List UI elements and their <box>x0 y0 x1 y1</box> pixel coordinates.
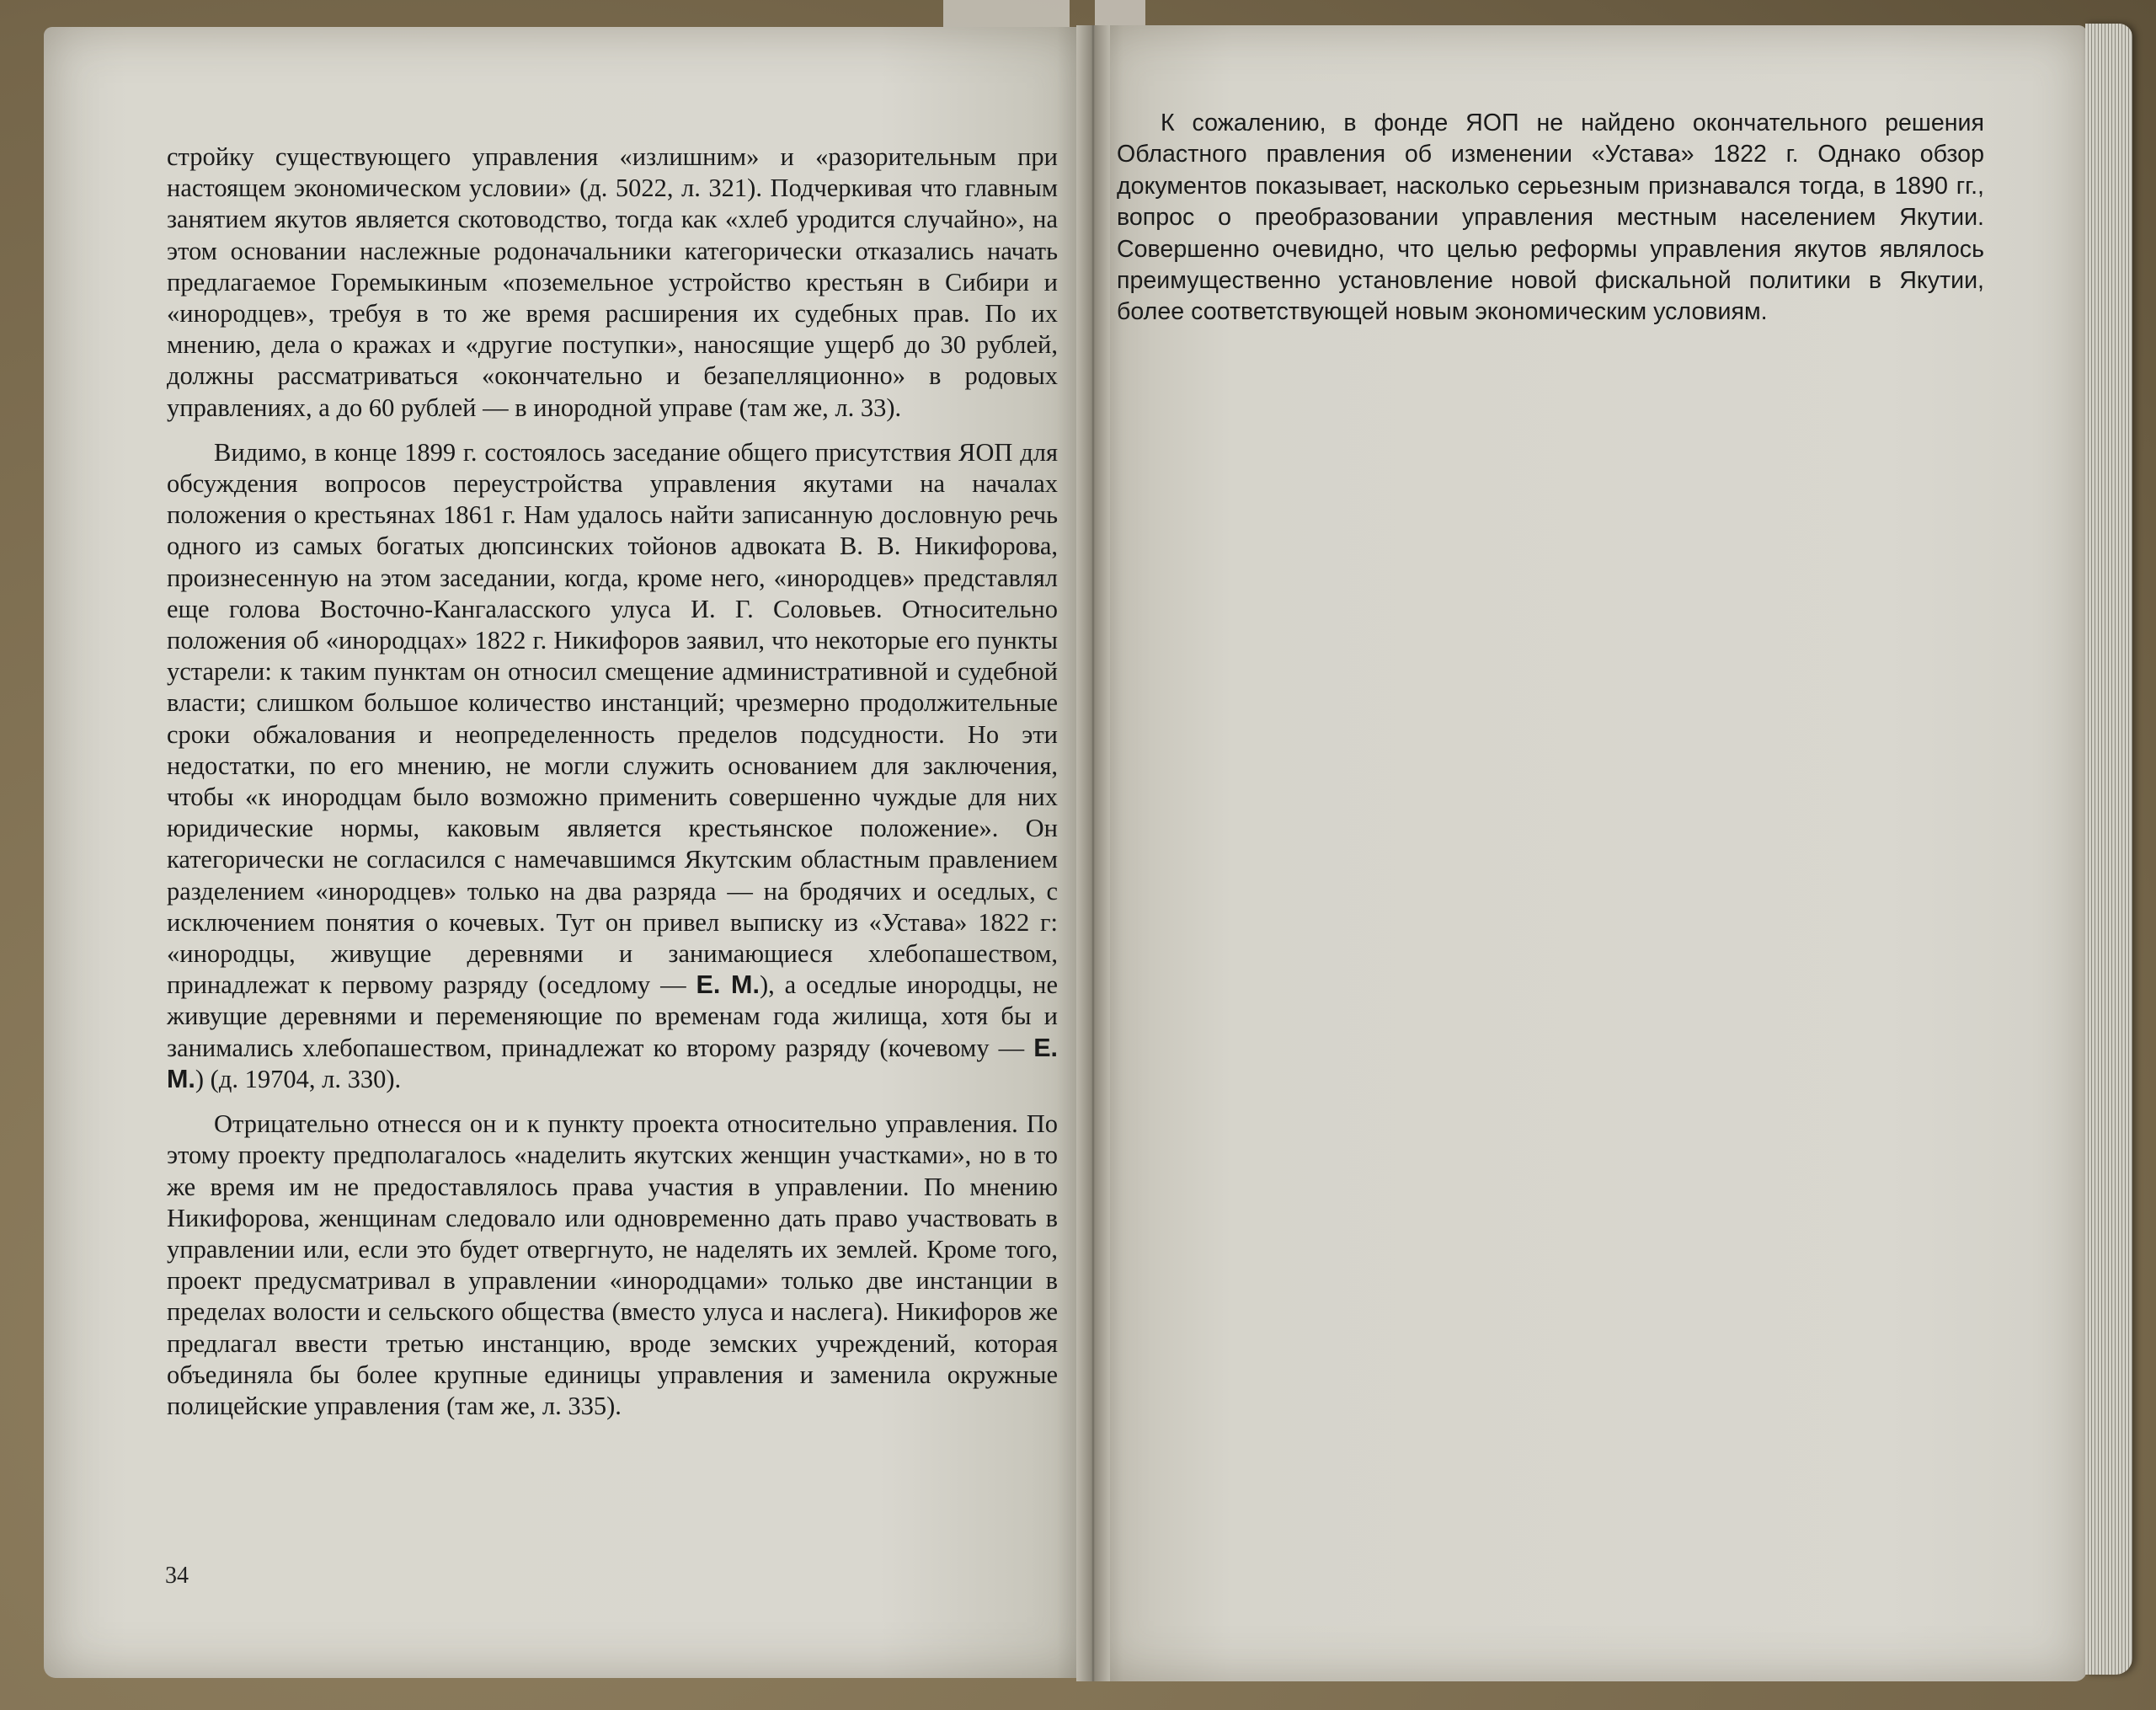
left-paragraph-1: стройку существующего управления «излишним» и «разорительным при настоящем экономическом условии» (д. 5022, л. 321). Подчеркивая что главным занятием якутов является скотоводство, тогда как «хлеб уродится случайно», на этом основании наслежные родоначальники категорически отказались начать предлагаемое Горемыкиным «поземельное устройство крестьян в Сибири и «инородцев», требуя в то же время расширения их судебных прав. По их мнению, дела о кражах и «другие поступки», наносящие ущерб до 30 рублей, должны рассматриваться «окончательно и безапелляционно» в родовых управлениях, а до 60 рублей — в инородной управе (там же, л. 33). <box>167 142 1058 422</box>
book-gutter <box>1076 25 1110 1681</box>
author-initials-1: Е. М. <box>696 970 760 1000</box>
left-paragraph-2-part-1: Видимо, в конце 1899 г. состоялось заседание общего присутствия ЯОП для обсуждения вопросов переустройства управления якутами на началах положения о крестьянах 1861 г. Нам удалось найти записанную дословную речь одного из самых богатых дюпсинских тойонов адвоката В. В. Никифорова, произнесенную на этом заседании, когда, кроме него, «инородцев» представлял еще голова Восточно-Кангаласского улуса И. Г. Соловьев. Относительно положения об «инородцах» 1822 г. Никифоров заявил, что некоторые его пункты устарели: к таким пунктам он относил смещение административной и судебной власти; слишком большое количество инстанций; чрезмерно продолжительные сроки обжалования и неопределенность пределов подсудности. Но эти недостатки, по его мнению, не могли служить основанием для заключения, чтобы «к инородцам было возможно применить совершенно чуждые для них юридические нормы, каковым является крестьянское положение». Он категорически не согласился с намечавшимся Якутским областным правлением разделением «инородцев» только на два разряда — на бродячих и оседлых, с исключением понятия о кочевых. Тут он привел выписку из «Устава» 1822 г: «инородцы, живущие деревнями и занимающиеся хлебопашеством, принадлежат к первому разряду (оседлому — <box>167 437 1058 1000</box>
left-page-text <box>167 142 1058 1435</box>
left-paragraph-2-part-2: ), а оседлые инородцы, не живущие деревнями и переменяющие по временам года жилища, хотя бы и занимались хлебопашеством, принадлежат ко второму разряду (кочевому — <box>167 970 1059 1062</box>
left-paragraph-2-part-3: ) (д. 19704, л. 330). <box>195 1064 402 1093</box>
right-page-text <box>1117 108 1984 342</box>
author-initials-2: Е. М. <box>167 1033 1059 1093</box>
right-paragraph-1: К сожалению, в фонде ЯОП не найдено окончательного решения Областного правления об изменении «Устава» 1822 г. Однако обзор документов показывает, насколько серьезным признавался тогда, в 1890 гг., вопрос о преобразовании управления местным населением Якутии. Совершенно очевидно, что целью реформы управления якутов являлось преимущественно установление новой фискальной политики в Якутии, более соответствующей новым экономическим условиям. <box>1117 110 1984 326</box>
page-edges <box>2085 24 2132 1675</box>
left-paragraph-3: Отрицательно отнесся он и к пункту проекта относительно управления. По этому проекту предполагалось «наделить якутских женщин участками», но в то же время им не предоставлялось права участия в управлении. По мнению Никифорова, женщинам следовало или одновременно дать право участвовать в управлении или, если это будет отвергнуто, не наделять их землей. Кроме того, проект предусматривал в управлении «инородцами» только две инстанции в пределах волости и сельского общества (вместо улуса и наслега). Никифоров же предлагал ввести третью инстанцию, вроде земских учреждений, которая объединяла бы более крупные единицы управления и заменила окружные полицейские управления (там же, л. 335). <box>167 1109 1058 1420</box>
left-paragraph-2 <box>167 437 1058 1095</box>
page-number: 34 <box>165 1563 189 1589</box>
